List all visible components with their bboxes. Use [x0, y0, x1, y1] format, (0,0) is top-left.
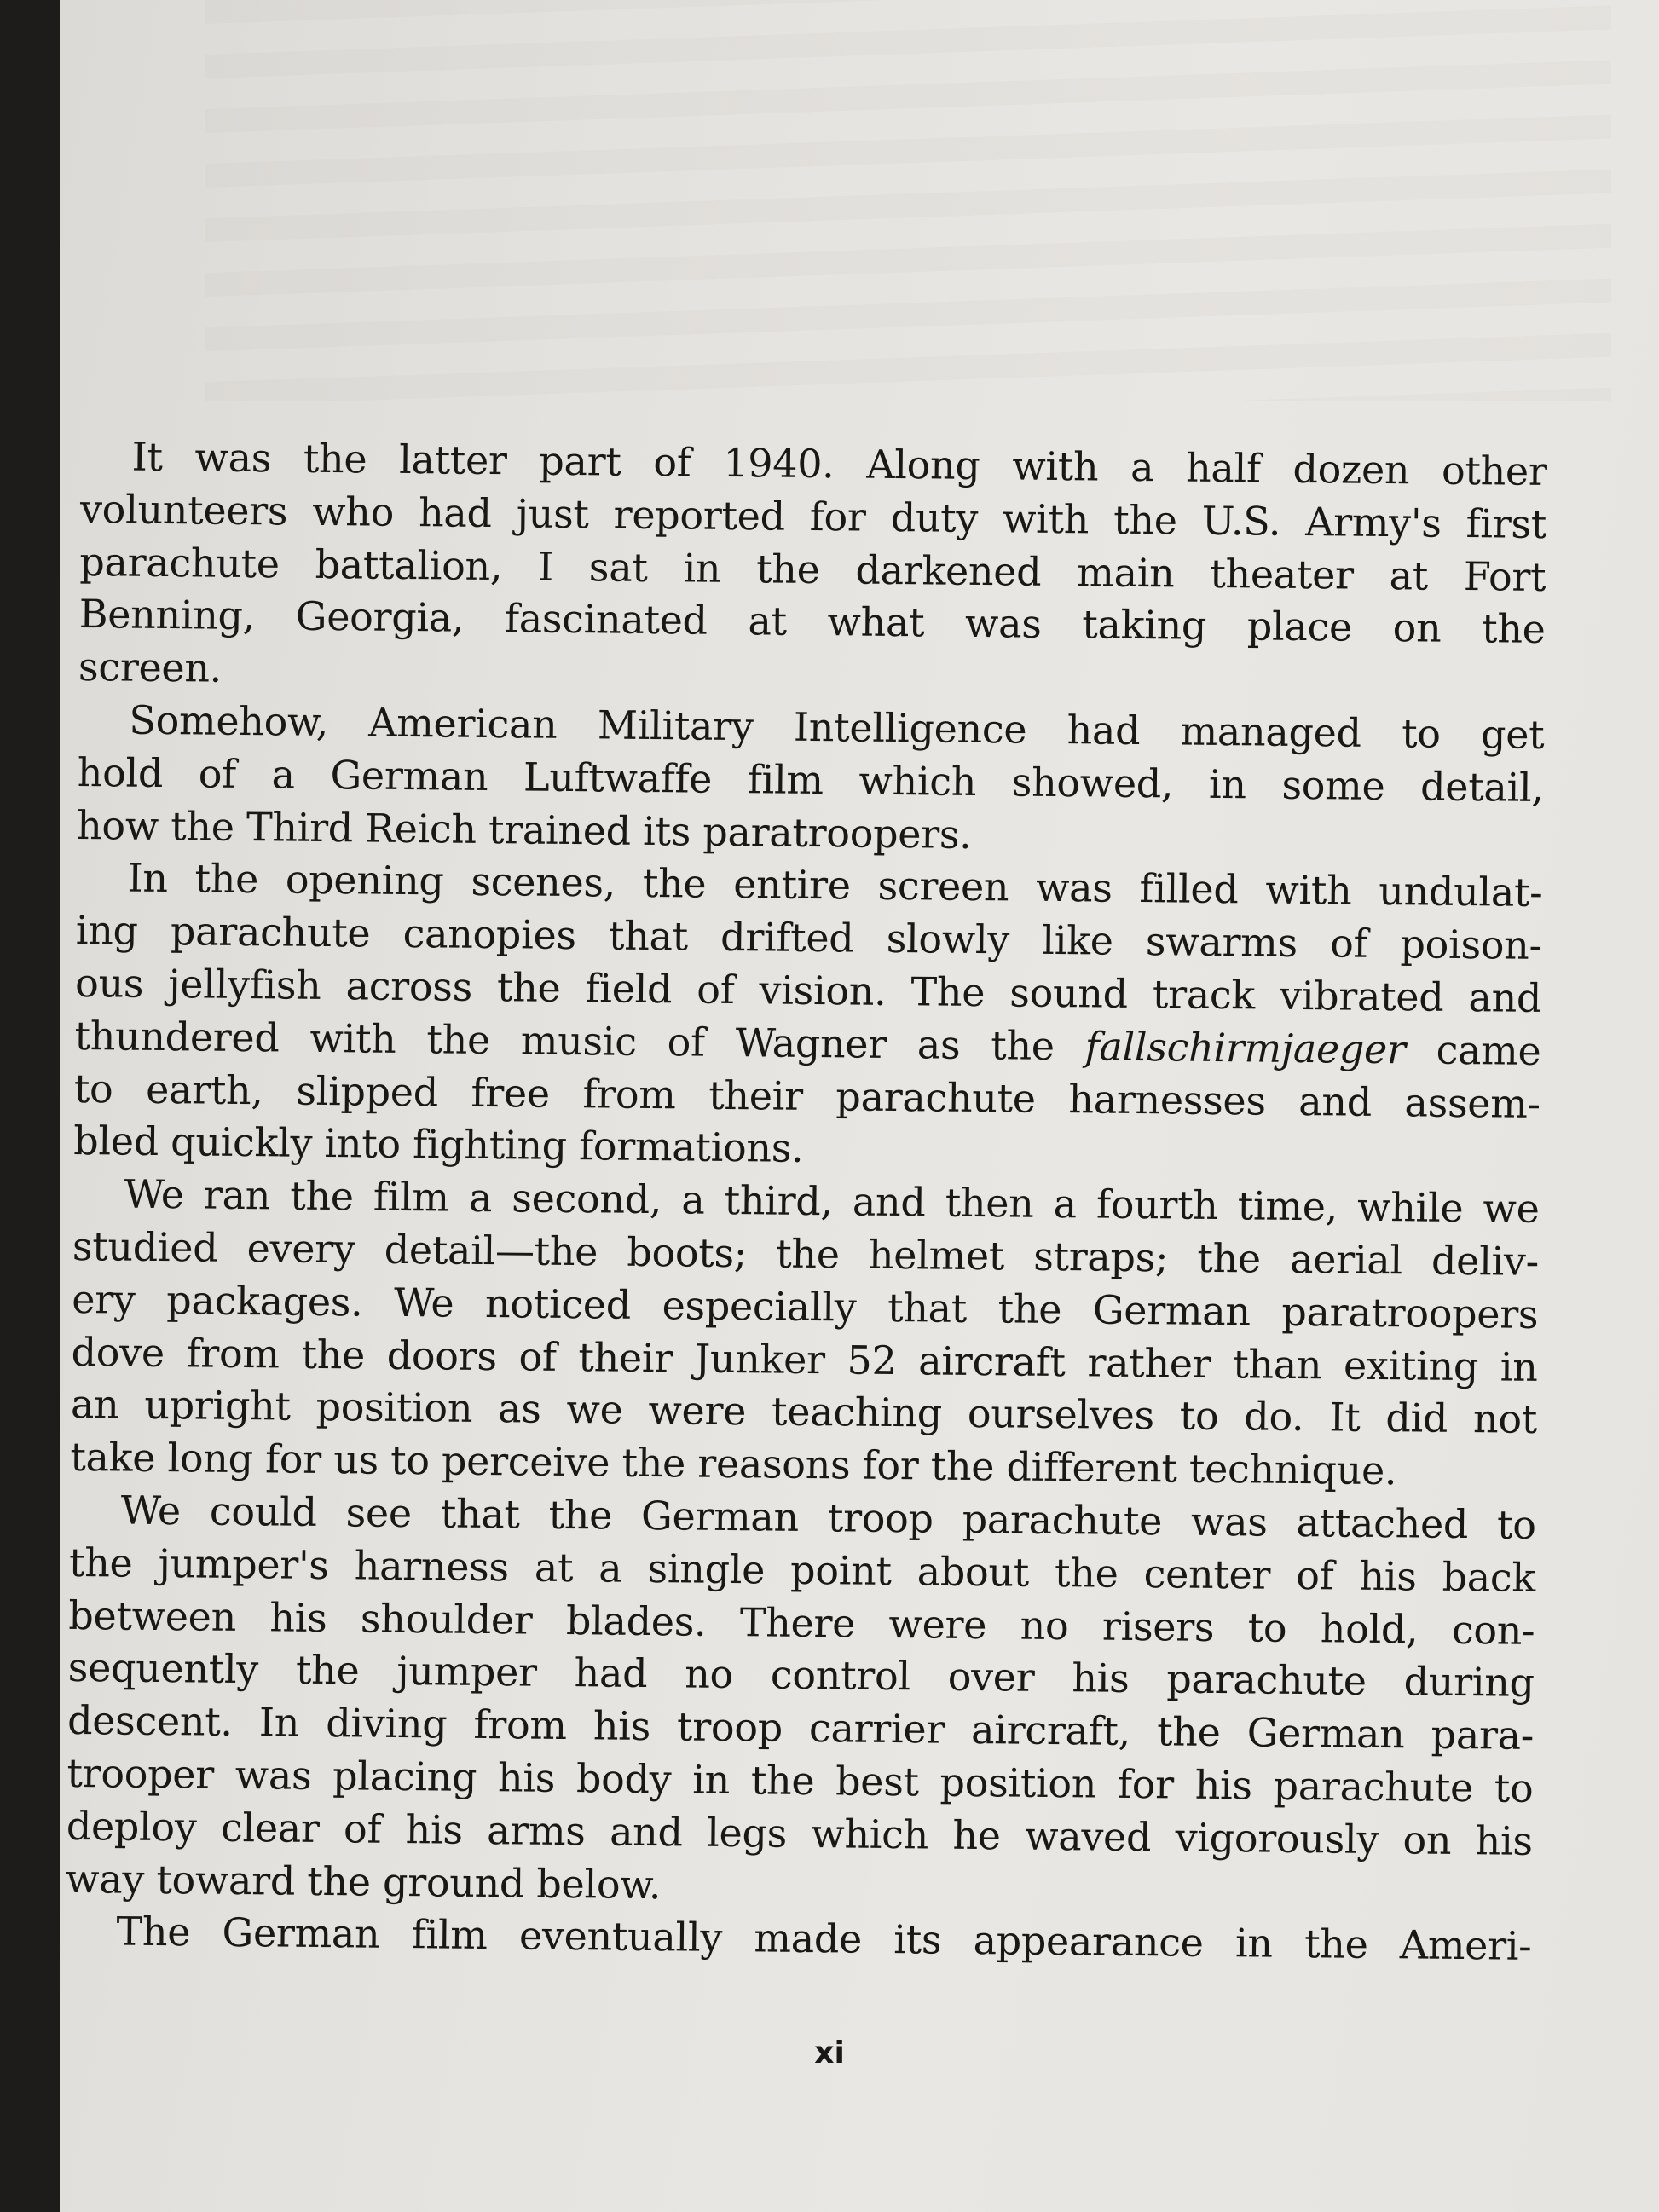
show-through-text — [205, 0, 1611, 401]
text-line: to earth, slipped free from their parachute harnesses and assem- — [73, 1065, 1541, 1127]
text-line: The German film eventually made its appearance in the Ameri- — [116, 1908, 1532, 1970]
text-line: deploy clear of his arms and legs which he waved vigorously on his — [66, 1802, 1534, 1864]
text-line: ery packages. We noticed especially that the German paratroopers — [72, 1275, 1539, 1337]
text-line: ous jellyfish across the field of vision. The sound track vibrated and — [74, 959, 1542, 1021]
text-line: how the Third Reich trained its paratroopers. — [76, 801, 972, 858]
text-line-segment: came — [1405, 1026, 1541, 1074]
text-line: studied every detail—the boots; the helmet straps; the aerial deliv- — [72, 1222, 1540, 1285]
text-line: In the opening scenes, the entire screen was filled with undulat- — [127, 854, 1543, 916]
text-line: We ran the film a second, a third, and then a fourth time, while we — [124, 1170, 1540, 1233]
text-line: descent. In diving from his troop carrier aircraft, the German para- — [66, 1697, 1535, 1759]
text-line: bled quickly into fighting formations. — [72, 1118, 804, 1172]
text-line: sequently the jumper had no control over his parachute during — [67, 1644, 1535, 1707]
italic-term: fallschirmjaeger — [1084, 1023, 1406, 1073]
text-line-segment: thundered with the music of Wagner as the — [74, 1012, 1086, 1070]
text-line: dove from the doors of their Junker 52 aircraft rather than exiting in — [71, 1328, 1538, 1390]
text-line: screen. — [78, 644, 223, 691]
text-line: hold of a German Luftwaffe film which showed, in some detail, — [77, 748, 1544, 811]
text-line: take long for us to perceive the reasons for the different technique. — [70, 1434, 1397, 1494]
text-line: volunteers who had just reported for duty with the U.S. Army's first — [79, 485, 1547, 547]
text-line: the jumper's harness at a single point about the center of his back — [68, 1539, 1536, 1601]
text-line: between his shoulder blades. There were no risers to hold, con- — [68, 1591, 1535, 1654]
page-number: xi — [814, 2036, 845, 2071]
text-line: trooper was placing his body in the best position for his parachute to — [66, 1749, 1534, 1811]
text-line: It was the latter part of 1940. Along with a half dozen other — [131, 433, 1547, 495]
text-line: parachute battalion, I sat in the darkened main theater at Fort — [79, 538, 1546, 600]
text-line: an upright position as we were teaching ourselves to do. It did not — [70, 1381, 1538, 1443]
body-text — [65, 430, 1547, 1973]
text-line: Somehow, American Military Intelligence had managed to get — [129, 696, 1545, 758]
text-line: Benning, Georgia, fascinated at what was taking place on the — [78, 591, 1546, 653]
text-line: We could see that the German troop parachute was attached to — [120, 1487, 1536, 1548]
text-line: ing parachute canopies that drifted slowly like swarms of poison- — [75, 907, 1543, 969]
text-line: way toward the ground below. — [65, 1855, 662, 1908]
